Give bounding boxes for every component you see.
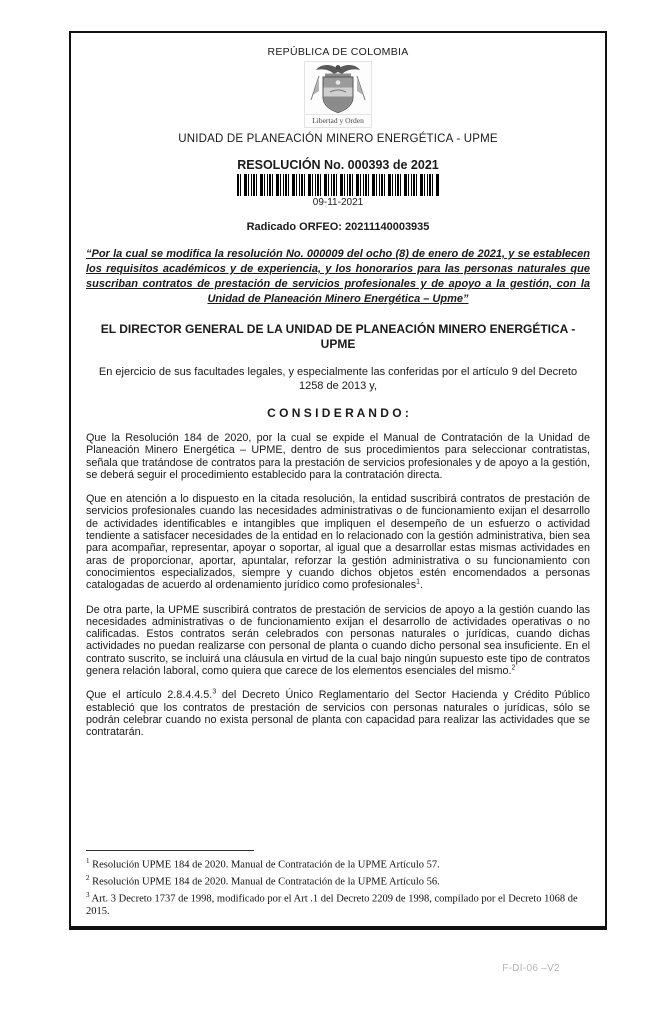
resolution-date: 09-11-2021 xyxy=(312,197,364,208)
radicado-number: Radicado ORFEO: 20211140003935 xyxy=(246,221,430,233)
legal-preamble: En ejercicio de sus facultades legales, y especialmente las conferidas por el artículo 9 del Decreto 1258 de 2013 y, xyxy=(98,366,578,392)
resolution-title: RESOLUCIÓN No. 000393 de 2021 xyxy=(237,158,439,172)
footnote-1-marker: 1 xyxy=(86,856,90,865)
body-paragraph-2: Que en atención a lo dispuesto en la citada resolución, la entidad suscribirá contratos de prestación de servicios profesionales cuando las necesidades administrativas o de funcionamiento exijan el desarrollo de actividades identificables e intangibles que impliquen el desempeño de un esfuerzo o actividad tendiente a satisfacer necesidades de la entidad en lo relacionado con la gestión administrativa, bien sea para acompañar, representar, apoyar o soportar, al igual que a desarrollar estas mismas actividades en aras de proporcionar, aportar, apuntalar, reforzar la gestión administrativa o su funcionamiento con conocimientos especializados, siempre y cuando dichos objetos estén encomendados a personas catalogadas de acuerdo al ordenamiento jurídico como profesionales$^1$. xyxy=(86,493,590,592)
footnotes-section xyxy=(86,850,590,919)
footnote-separator-line xyxy=(86,850,254,851)
resolution-subject: “Por la cual se modifica la resolución No. 000009 del ocho (8) de enero de 2021, y se establecen los requisitos académicos y de experiencia, y los honorarios para las personas naturales que suscriban contratos de prestación de servicios profesionales y de apoyo a la gestión, con la Unidad de Planeación Minero Energética – Upme” xyxy=(86,248,590,305)
footnote-2 xyxy=(86,872,590,889)
body-paragraph-3: De otra parte, la UPME suscribirá contratos de prestación de servicios de apoyo a la gestión cuando las necesidades administrativas o de funcionamiento exijan el desarrollo de actividades operativas o no calificadas. Estos contratos serán celebrados con personas naturales o jurídicas, cuando dichas actividades no puedan realizarse con personal de planta o cuando dicho personal sea insuficiente. En el contrato suscrito, se incluirá una cláusula en virtud de la cual bajo ningún supuesto este tipo de contratos genera relación laboral, como quiera que carece de los elementos esenciales del mismo.$^2$ xyxy=(86,603,590,678)
issuing-authority: EL DIRECTOR GENERAL DE LA UNIDAD DE PLANEACIÓN MINERO ENERGÉTICA - UPME xyxy=(100,322,576,351)
document-border-frame xyxy=(69,31,607,930)
coat-of-arms-motto: Libertad y Orden xyxy=(305,114,371,127)
body-paragraph-4: Que el artículo 2.8.4.4.5.$^3$ del Decreto Único Reglamentario del Sector Hacienda y Crédito Público estableció que los contratos de prestación de servicios con personas naturales o jurídicas, sólo se podrán celebrar cuando no exista personal de planta con capacidad para realizar las actividades que se contratarán. xyxy=(86,688,590,739)
considering-heading: C O N S I D E R A N D O : xyxy=(267,406,409,420)
form-code: F-DI-06 –V2 xyxy=(502,963,560,974)
republic-title: REPÚBLICA DE COLOMBIA xyxy=(267,46,409,58)
colombia-coat-of-arms-icon xyxy=(305,62,371,114)
footnote-1-text: Resolución UPME 184 de 2020. Manual de Contratación de la UPME Artículo 57. xyxy=(89,859,440,870)
footnote-3-text: Art. 3 Decreto 1737 de 1998, modificado por el Art .1 del Decreto 2209 de 1998, compilado por el Decreto 1068 de 2015. xyxy=(86,893,578,917)
body-paragraph-1: Que la Resolución 184 de 2020, por la cual se expide el Manual de Contratación de la Unidad de Planeación Minero Energética – UPME, dentro de sus procedimientos para seleccionar contratistas, señala que tratándose de contratos para la prestación de servicios profesionales y de apoyo a la gestión, se deberá seguir el procedimiento establecido para la contratación directa. xyxy=(86,432,590,481)
entity-name: UNIDAD DE PLANEACIÓN MINERO ENERGÉTICA - UPME xyxy=(178,133,498,145)
footnote-2-marker: 2 xyxy=(86,873,90,882)
coat-of-arms xyxy=(304,61,372,128)
footnote-3-marker: 3 xyxy=(86,890,90,899)
footnote-2-text: Resolución UPME 184 de 2020. Manual de Contratación de la UPME Artículo 56. xyxy=(89,876,440,887)
barcode xyxy=(237,174,439,196)
footnote-1 xyxy=(86,855,590,872)
footnote-3 xyxy=(86,889,590,919)
